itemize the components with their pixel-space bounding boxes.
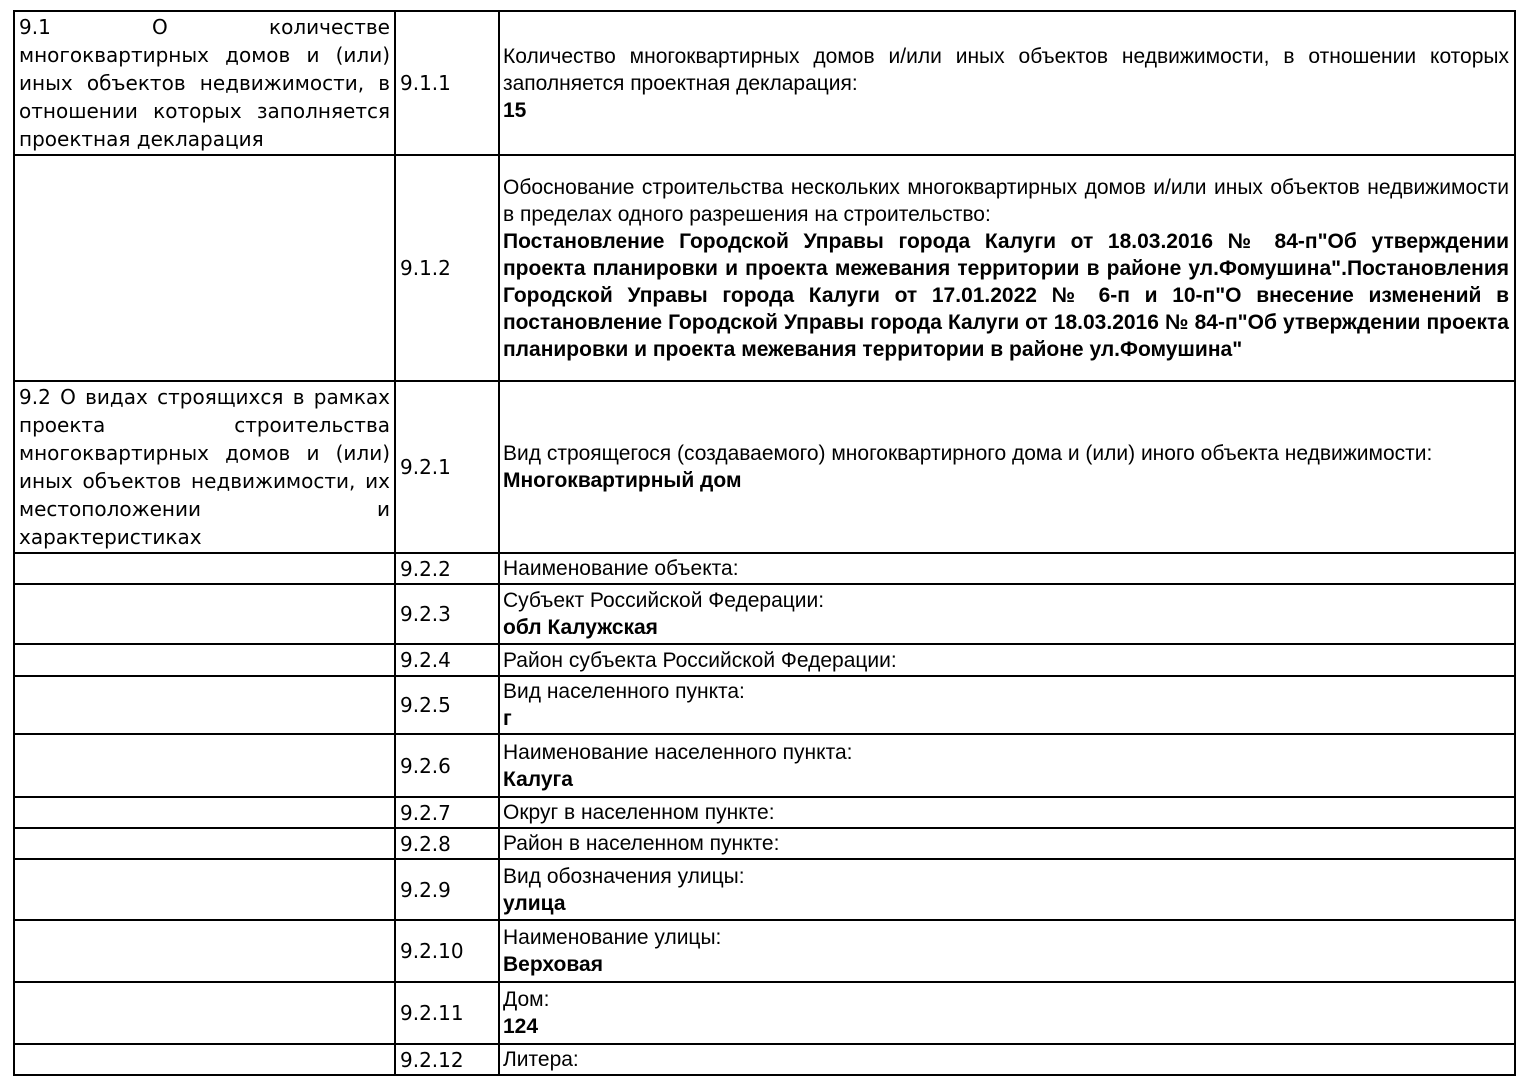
section-title: [14, 676, 395, 734]
field-value: 15: [503, 98, 527, 122]
detail-cell: [499, 828, 1515, 859]
table-row: [14, 828, 1515, 859]
item-number: 9.2.3: [395, 584, 499, 644]
section-title: [14, 644, 395, 676]
item-number: 9.2.8: [395, 828, 499, 859]
field-value: Постановление Городской Управы города Калуги от 18.03.2016 № 84-п"Об утверждении проекта планировки и проекта межевания территории в районе ул.Фомушина".Постановления Городской Управы города Калуги от 17.01.2022 № 6-п и 10-п"О внесение изменений в постановление Городской Управы города Калуги от 18.03.2016 № 84-п"Об утверждении проекта планировки и проекта межевания территории в районе ул.Фомушина": [503, 229, 1509, 361]
item-number: 9.1.1: [395, 11, 499, 155]
section-title: [14, 859, 395, 920]
table-row: [14, 584, 1515, 644]
field-value: Верховая: [503, 953, 603, 976]
section-title: [14, 1044, 395, 1075]
section-title: 9.2 О видах строящихся в рамках проекта строительства многоквартирных домов и (или) иных объектов недвижимости, их местоположении и характеристиках: [14, 381, 395, 553]
section-title: [14, 797, 395, 828]
table-row: [14, 797, 1515, 828]
item-number: 9.2.10: [395, 920, 499, 982]
section-title: [14, 982, 395, 1044]
section-title: 9.1 О количестве многоквартирных домов и (или) иных объектов недвижимости, в отношении которых заполняется проектная декларация: [14, 11, 395, 155]
detail-cell: [499, 584, 1515, 644]
item-number: 9.2.11: [395, 982, 499, 1044]
field-label: Вид населенного пункта:: [503, 680, 745, 703]
detail-cell: [499, 155, 1515, 381]
field-label: Район в населенном пункте:: [503, 832, 780, 855]
table-row: [14, 553, 1515, 584]
detail-cell: [499, 381, 1515, 553]
table-row: [14, 734, 1515, 797]
table-row: [14, 1044, 1515, 1075]
field-label: Наименование населенного пункта:: [503, 740, 853, 764]
detail-cell: [499, 982, 1515, 1044]
field-label: Наименование объекта:: [503, 557, 739, 580]
item-number: 9.2.12: [395, 1044, 499, 1075]
detail-cell: [499, 553, 1515, 584]
table-row: [14, 155, 1515, 381]
table-row: [14, 982, 1515, 1044]
field-value: обл Калужская: [503, 616, 658, 639]
section-title: [14, 155, 395, 381]
item-number: 9.2.6: [395, 734, 499, 797]
item-number: 9.2.5: [395, 676, 499, 734]
section-title: [14, 584, 395, 644]
field-label: Количество многоквартирных домов и/или иных объектов недвижимости, в отношении которых заполняется проектная декларация:: [503, 44, 1509, 95]
table-row: [14, 11, 1515, 155]
field-label: Наименование улицы:: [503, 926, 722, 949]
field-label: Обоснование строительства нескольких многоквартирных домов и/или иных объектов недвижимости в пределах одного разрешения на строительство:: [503, 175, 1509, 226]
field-label: Вид обозначения улицы:: [503, 864, 745, 888]
table-row: [14, 676, 1515, 734]
field-label: Вид строящегося (создаваемого) многоквартирного дома и (или) иного объекта недвижимости:: [503, 442, 1433, 465]
field-label: Округ в населенном пункте:: [503, 801, 775, 824]
field-label: Район субъекта Российской Федерации:: [503, 648, 897, 672]
item-number: 9.2.9: [395, 859, 499, 920]
field-value: 124: [503, 1015, 539, 1038]
detail-cell: [499, 859, 1515, 920]
detail-cell: [499, 797, 1515, 828]
detail-cell: [499, 676, 1515, 734]
table-row: [14, 920, 1515, 982]
project-declaration-table: [13, 10, 1516, 1076]
item-number: 9.2.7: [395, 797, 499, 828]
field-label: Субъект Российской Федерации:: [503, 589, 825, 612]
field-label: Литера:: [503, 1048, 579, 1071]
table-row: [14, 644, 1515, 676]
section-title: [14, 828, 395, 859]
detail-cell: [499, 11, 1515, 155]
detail-cell: [499, 734, 1515, 797]
field-value: Калуга: [503, 767, 573, 791]
section-title: [14, 920, 395, 982]
field-value: Многоквартирный дом: [503, 469, 742, 492]
detail-cell: [499, 1044, 1515, 1075]
field-label: Дом:: [503, 988, 550, 1011]
table-row: [14, 381, 1515, 553]
detail-cell: [499, 644, 1515, 676]
item-number: 9.2.2: [395, 553, 499, 584]
item-number: 9.2.1: [395, 381, 499, 553]
section-title: [14, 553, 395, 584]
item-number: 9.1.2: [395, 155, 499, 381]
table-row: [14, 859, 1515, 920]
detail-cell: [499, 920, 1515, 982]
field-value: г: [503, 707, 512, 730]
item-number: 9.2.4: [395, 644, 499, 676]
section-title: [14, 734, 395, 797]
field-value: улица: [503, 891, 566, 915]
